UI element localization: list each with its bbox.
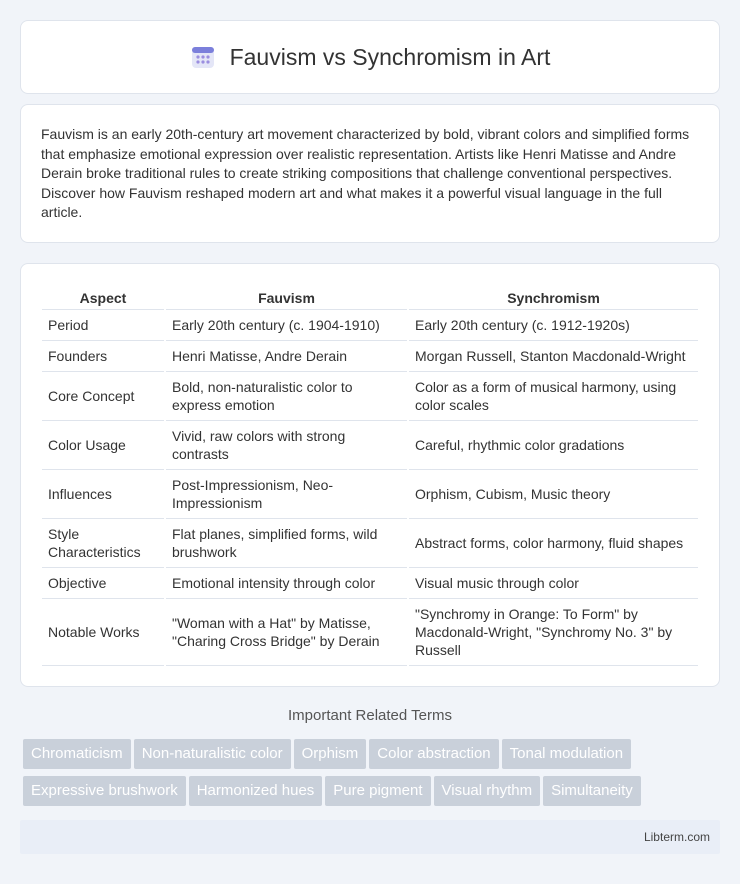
intro-text: Fauvism is an early 20th-century art movement characterized by bold, vibrant colors and simplified forms that emphasize emotional expression over realistic representation. Artists like Henri Matisse and Andre Derain broke traditional rules to create striking compositions that challenge conventional perspectives. Discover how Fauvism reshaped modern art and what makes it a powerful visual language in the full article. [41,126,690,221]
related-term-tag[interactable]: Tonal modulation [502,739,631,769]
cell-fauvism: "Woman with a Hat" by Matisse, "Charing Cross Bridge" by Derain [165,598,408,665]
header-aspect: Aspect [42,285,165,309]
cell-fauvism: Vivid, raw colors with strong contrasts [165,420,408,469]
footer-site[interactable]: Libterm.com [643,830,710,844]
cell-fauvism: Flat planes, simplified forms, wild brushwork [165,518,408,567]
table-row [42,309,698,340]
table-row [42,598,698,665]
table-row [42,340,698,371]
related-term-tag[interactable]: Simultaneity [543,776,641,806]
cell-synchromism: Careful, rhythmic color gradations [408,420,698,469]
cell-fauvism: Post-Impressionism, Neo-Impressionism [165,469,408,518]
table-row [42,420,698,469]
related-term-tag[interactable]: Color abstraction [369,739,498,769]
page-title: Fauvism vs Synchromism in Art [229,43,551,70]
related-term-tag[interactable]: Harmonized hues [189,776,323,806]
comparison-table [42,285,698,666]
cell-fauvism: Early 20th century (c. 1904-1910) [165,309,408,340]
cell-aspect: Core Concept [42,371,165,420]
cell-aspect: Style Characteristics [42,518,165,567]
cell-synchromism: Orphism, Cubism, Music theory [408,469,698,518]
cell-fauvism: Henri Matisse, Andre Derain [165,340,408,371]
cell-synchromism: Color as a form of musical harmony, using color scales [408,371,698,420]
cell-aspect: Influences [42,469,165,518]
related-terms-list [23,739,723,813]
cell-synchromism: Morgan Russell, Stanton Macdonald-Wright [408,340,698,371]
cell-aspect: Objective [42,567,165,598]
table-row [42,567,698,598]
related-term-tag[interactable]: Pure pigment [325,776,430,806]
related-term-tag[interactable]: Visual rhythm [434,776,541,806]
cell-synchromism: Abstract forms, color harmony, fluid shapes [408,518,698,567]
related-term-tag[interactable]: Orphism [294,739,367,769]
calendar-grid-icon [190,44,216,70]
cell-synchromism: Early 20th century (c. 1912-1920s) [408,309,698,340]
table-row [42,469,698,518]
header-fauvism: Fauvism [165,285,408,309]
cell-synchromism: "Synchromy in Orange: To Form" by Macdonald-Wright, "Synchromy No. 3" by Russell [408,598,698,665]
cell-aspect: Period [42,309,165,340]
related-term-tag[interactable]: Chromaticism [23,739,131,769]
footer [20,820,720,854]
cell-aspect: Color Usage [42,420,165,469]
table-row [42,371,698,420]
intro-card [20,104,720,243]
cell-aspect: Founders [42,340,165,371]
table-header-row [42,285,698,309]
related-terms-title: Important Related Terms [288,707,452,724]
related-term-tag[interactable]: Expressive brushwork [23,776,186,806]
cell-fauvism: Bold, non-naturalistic color to express emotion [165,371,408,420]
page-header [20,20,720,94]
related-term-tag[interactable]: Non-naturalistic color [134,739,291,769]
comparison-card [20,263,720,687]
table-row [42,518,698,567]
cell-fauvism: Emotional intensity through color [165,567,408,598]
cell-synchromism: Visual music through color [408,567,698,598]
cell-aspect: Notable Works [42,598,165,665]
header-synchromism: Synchromism [408,285,698,309]
